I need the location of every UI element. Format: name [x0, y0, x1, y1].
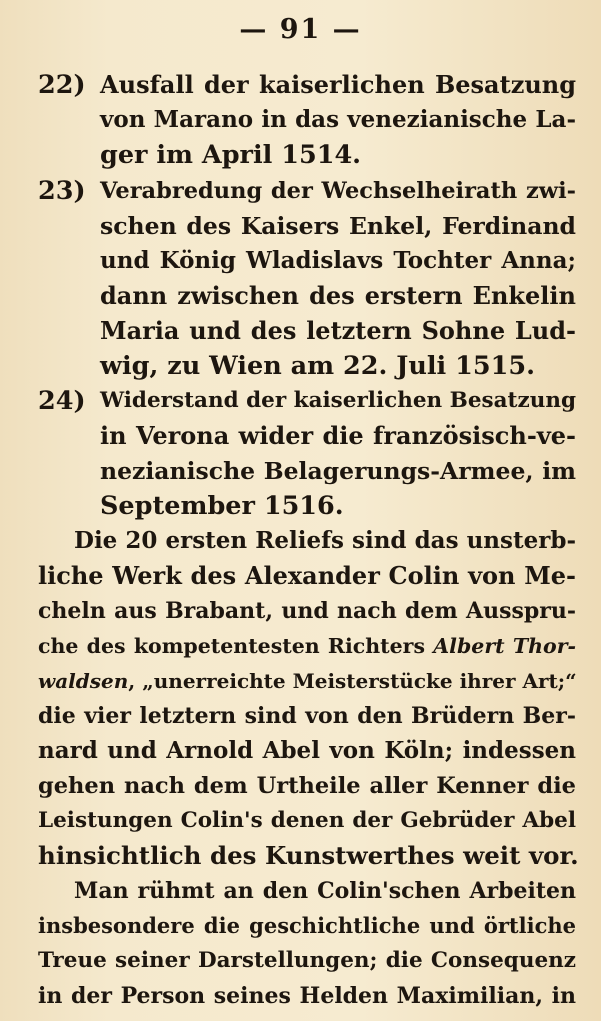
paragraph-line: die vier letztern sind von den Brüdern Ber- — [38, 703, 576, 729]
entry-line: von Marano in das venezianische La- — [100, 106, 576, 133]
paragraph-line: liche Werk des Alexander Colin von Me- — [38, 561, 576, 590]
entry-line: Widerstand der kaiserlichen Besatzung — [100, 388, 576, 413]
entry-number: 22) — [38, 70, 86, 100]
entry-line: September 1516. — [100, 491, 344, 521]
paragraph-line — [38, 629, 576, 663]
entry-number: 23) — [38, 176, 86, 206]
entry-line: Maria und des letztern Sohne Lud- — [100, 316, 576, 345]
paragraph-line: Treue seiner Darstellungen; die Consequenz — [38, 948, 576, 973]
paragraph-line: Man rühmt an den Colin'schen Arbeiten — [74, 878, 576, 904]
entry-line: und König Wladislavs Tochter Anna; — [100, 247, 576, 274]
paragraph-line: nard und Arnold Abel von Köln; indessen — [38, 737, 576, 764]
paragraph-line — [38, 664, 576, 698]
paragraph-text: unerreichte Meisterstücke ihrer Art;“ — [153, 669, 577, 693]
paragraph-line: Die 20 ersten Reliefs sind das unsterb- — [74, 527, 576, 554]
paragraph-line: insbesondere die geschichtliche und örtliche — [38, 913, 576, 938]
entry-line: dann zwischen des erstern Enkelin — [100, 281, 576, 310]
entry-line: Ausfall der kaiserlichen Besatzung — [100, 70, 576, 99]
italic-name: waldsen — [38, 669, 129, 693]
paragraph-line: hinsichtlich des Kunstwerthes weit vor. — [38, 841, 579, 870]
italic-name: Albert Thor- — [433, 634, 577, 658]
entry-line: nezianische Belagerungs-Armee, im — [100, 457, 576, 485]
entry-number: 24) — [38, 386, 86, 416]
paragraph-line: gehen nach dem Urtheile aller Kenner die — [38, 773, 576, 799]
entry-line: ger im April 1514. — [100, 140, 362, 170]
entry-line: Verabredung der Wechselheirath zwi- — [100, 178, 576, 204]
entry-line: wig, zu Wien am 22. Juli 1515. — [100, 351, 535, 381]
entry-line: in Verona wider die französisch-ve- — [100, 421, 576, 450]
paragraph-line: Leistungen Colin's denen der Gebrüder Abel — [38, 808, 576, 833]
paragraph-line: in der Person seines Helden Maximilian, in — [38, 983, 576, 1009]
quote-open: , „ — [128, 669, 154, 693]
entry-line: schen des Kaisers Enkel, Ferdinand — [100, 212, 576, 240]
paragraph-line: cheln aus Brabant, und nach dem Ausspru- — [38, 598, 576, 624]
paragraph-text: che des kompetentesten Richters — [38, 634, 426, 658]
page-number: — 91 — — [239, 14, 362, 45]
